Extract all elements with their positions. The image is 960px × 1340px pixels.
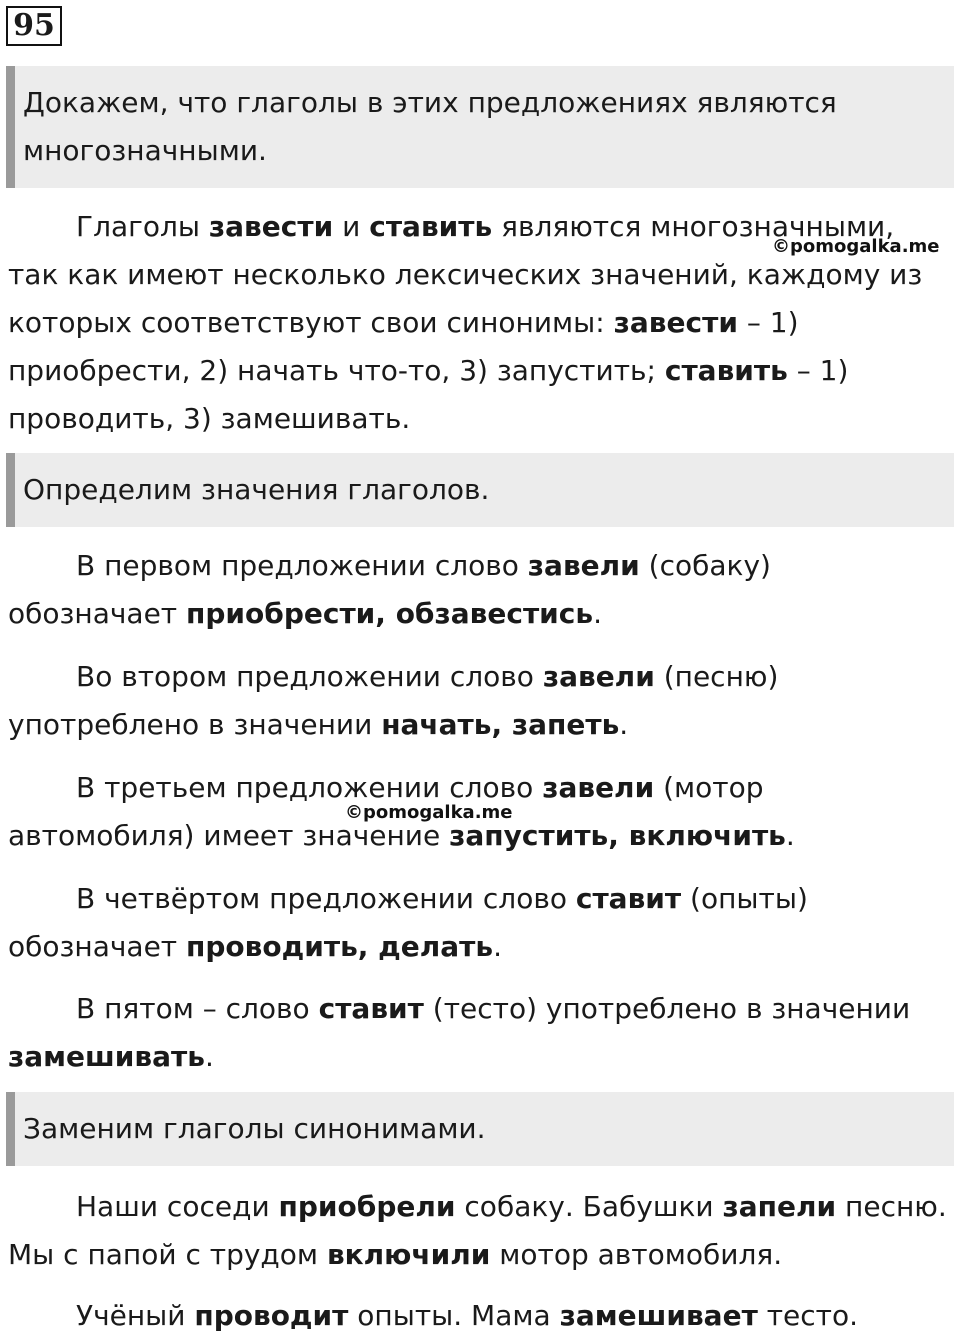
text-run: Учёный [76, 1299, 195, 1332]
bold-term: ставит [575, 882, 682, 915]
bold-term: проводит [194, 1299, 349, 1332]
section-header-synonyms [6, 1092, 954, 1166]
section-header-prove [6, 66, 954, 188]
section-header-text: Докажем, что глаголы в этих предложениях являются многозначными. [23, 86, 837, 167]
text-run: . [785, 819, 795, 852]
bold-term: приобрести, обзавестись [186, 597, 594, 630]
text-run: собаку. Бабушки [455, 1190, 723, 1223]
watermark: ©pomogalka.me [345, 802, 513, 823]
bold-term: завели [542, 771, 655, 804]
text-run: являются многозначными, так как имеют несколько лексических значений, каждому из которых соответствуют свои синонимы: [8, 210, 923, 339]
bold-term: завести [208, 210, 334, 243]
bold-term: завести [613, 306, 738, 339]
section-header-text: Заменим глаголы синонимами. [23, 1112, 486, 1145]
paragraph-fourth-sentence [8, 875, 948, 971]
text-run: . [619, 708, 629, 741]
paragraph-synonyms-1 [8, 1183, 948, 1279]
bold-term: ставить [664, 354, 788, 387]
text-run: . [204, 1040, 214, 1073]
bold-term: приобрели [278, 1190, 456, 1223]
text-run: песню. Мы с папой с трудом [8, 1190, 947, 1271]
text-run: (тесто) употреблено в значении [423, 992, 911, 1025]
section-header-meanings [6, 453, 954, 527]
text-run: (собаку) обозначает [8, 549, 771, 630]
section-header-text: Определим значения глаголов. [23, 473, 490, 506]
text-run: Глаголы [76, 210, 209, 243]
bold-term: замешивать [8, 1040, 205, 1073]
bold-term: ставить [369, 210, 493, 243]
text-run: . [493, 930, 503, 963]
bold-term: проводить, делать [186, 930, 494, 963]
text-run: (песню) употреблено в значении [8, 660, 779, 741]
text-run: В пятом – слово [76, 992, 319, 1025]
text-run: – 1) приобрести, 2) начать что-то, 3) запустить; [8, 306, 799, 387]
paragraph-synonyms-2 [8, 1292, 948, 1340]
text-run: опыты. Мама [348, 1299, 560, 1332]
text-run: В третьем предложении слово [76, 771, 543, 804]
text-run: Наши соседи [76, 1190, 279, 1223]
text-run: мотор автомобиля. [490, 1238, 783, 1271]
bold-term: замешивает [559, 1299, 758, 1332]
paragraph-fifth-sentence [8, 985, 948, 1081]
text-run: Во втором предложении слово [76, 660, 543, 693]
text-run: В первом предложении слово [76, 549, 528, 582]
paragraph-second-sentence [8, 653, 948, 749]
bold-term: включили [326, 1238, 491, 1271]
bold-term: ставит [318, 992, 424, 1025]
text-run: тесто. [757, 1299, 858, 1332]
exercise-number: 95 [6, 6, 62, 46]
text-run: . [593, 597, 603, 630]
bold-term: завели [527, 549, 640, 582]
bold-term: завели [542, 660, 655, 693]
bold-term: запустить, включить [449, 819, 786, 852]
paragraph-first-sentence [8, 542, 948, 638]
text-run: В четвёртом предложении слово [76, 882, 576, 915]
text-run: (мотор автомобиля) имеет значение [8, 771, 764, 852]
bold-term: запели [722, 1190, 837, 1223]
text-run: и [333, 210, 370, 243]
watermark: ©pomogalka.me [772, 236, 940, 257]
text-run: – 1) проводить, 3) замешивать. [8, 354, 849, 435]
bold-term: начать, запеть [381, 708, 620, 741]
text-run: (опыты) обозначает [8, 882, 808, 963]
